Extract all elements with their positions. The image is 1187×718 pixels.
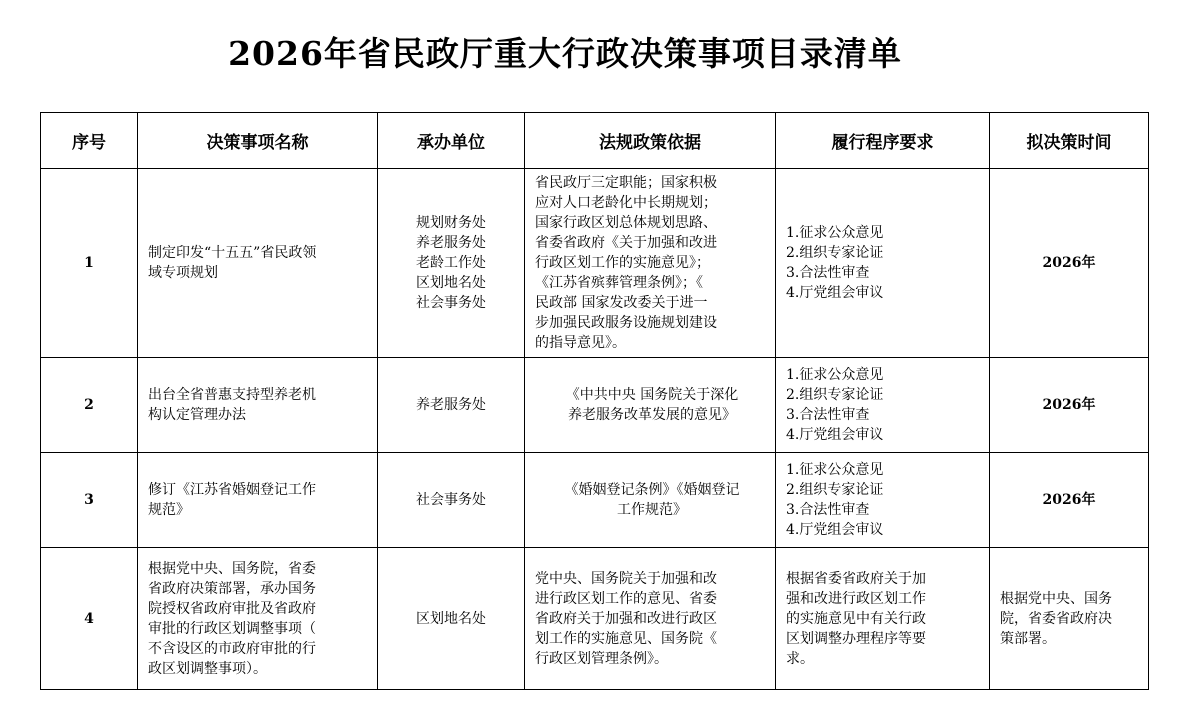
header-unit: 承办单位 <box>378 113 525 169</box>
row-index: 4 <box>41 548 138 690</box>
row-unit: 社会事务处 <box>378 453 525 548</box>
row-time: 2026年 <box>990 453 1149 548</box>
row-basis: 《婚姻登记条例》《婚姻登记 工作规范》 <box>525 453 776 548</box>
row-procedure: 1.征求公众意见 2.组织专家论证 3.合法性审查 4.厅党组会审议 <box>776 169 990 358</box>
decision-catalog-table <box>40 112 1149 690</box>
row-index: 3 <box>41 453 138 548</box>
row-time: 根据党中央、国务 院，省委省政府决 策部署。 <box>990 548 1149 690</box>
row-index: 2 <box>41 358 138 453</box>
header-item-name: 决策事项名称 <box>138 113 378 169</box>
row-item-name: 制定印发“十五五”省民政领 域专项规划 <box>138 169 378 358</box>
row-index: 1 <box>41 169 138 358</box>
row-time: 2026年 <box>990 169 1149 358</box>
table-row <box>41 169 1149 358</box>
row-basis: 省民政厅三定职能；国家积极 应对人口老龄化中长期规划； 国家行政区划总体规划思路、 省委省政府《关于加强和改进 行政区划工作的实施意见》； 《江苏省殡葬管理条例》；《 民政部 国家发改委关于进一 步加强民政服务设施规划建设 的指导意见》。 <box>525 169 776 358</box>
row-procedure: 根据省委省政府关于加 强和改进行政区划工作 的实施意见中有关行政 区划调整办理程序等要 求。 <box>776 548 990 690</box>
row-item-name: 修订《江苏省婚姻登记工作 规范》 <box>138 453 378 548</box>
row-item-name: 根据党中央、国务院，省委 省政府决策部署，承办国务 院授权省政府审批及省政府 审批的行政区划调整事项（ 不含设区的市政府审批的行 政区划调整事项）。 <box>138 548 378 690</box>
row-unit: 规划财务处 养老服务处 老龄工作处 区划地名处 社会事务处 <box>378 169 525 358</box>
header-basis: 法规政策依据 <box>525 113 776 169</box>
row-procedure: 1.征求公众意见 2.组织专家论证 3.合法性审查 4.厅党组会审议 <box>776 453 990 548</box>
row-unit: 区划地名处 <box>378 548 525 690</box>
row-time: 2026年 <box>990 358 1149 453</box>
row-basis: 党中央、国务院关于加强和改 进行政区划工作的意见、省委 省政府关于加强和改进行政区 划工作的实施意见、国务院《 行政区划管理条例》。 <box>525 548 776 690</box>
row-unit: 养老服务处 <box>378 358 525 453</box>
row-item-name: 出台全省普惠支持型养老机 构认定管理办法 <box>138 358 378 453</box>
row-basis: 《中共中央 国务院关于深化 养老服务改革发展的意见》 <box>525 358 776 453</box>
header-row <box>41 113 1149 169</box>
document-title: 2026年省民政厅重大行政决策事项目录清单 <box>228 34 902 73</box>
table-row <box>41 358 1149 453</box>
header-index: 序号 <box>41 113 138 169</box>
header-procedure: 履行程序要求 <box>776 113 990 169</box>
row-procedure: 1.征求公众意见 2.组织专家论证 3.合法性审查 4.厅党组会审议 <box>776 358 990 453</box>
table-row <box>41 548 1149 690</box>
table-row <box>41 453 1149 548</box>
header-time: 拟决策时间 <box>990 113 1149 169</box>
